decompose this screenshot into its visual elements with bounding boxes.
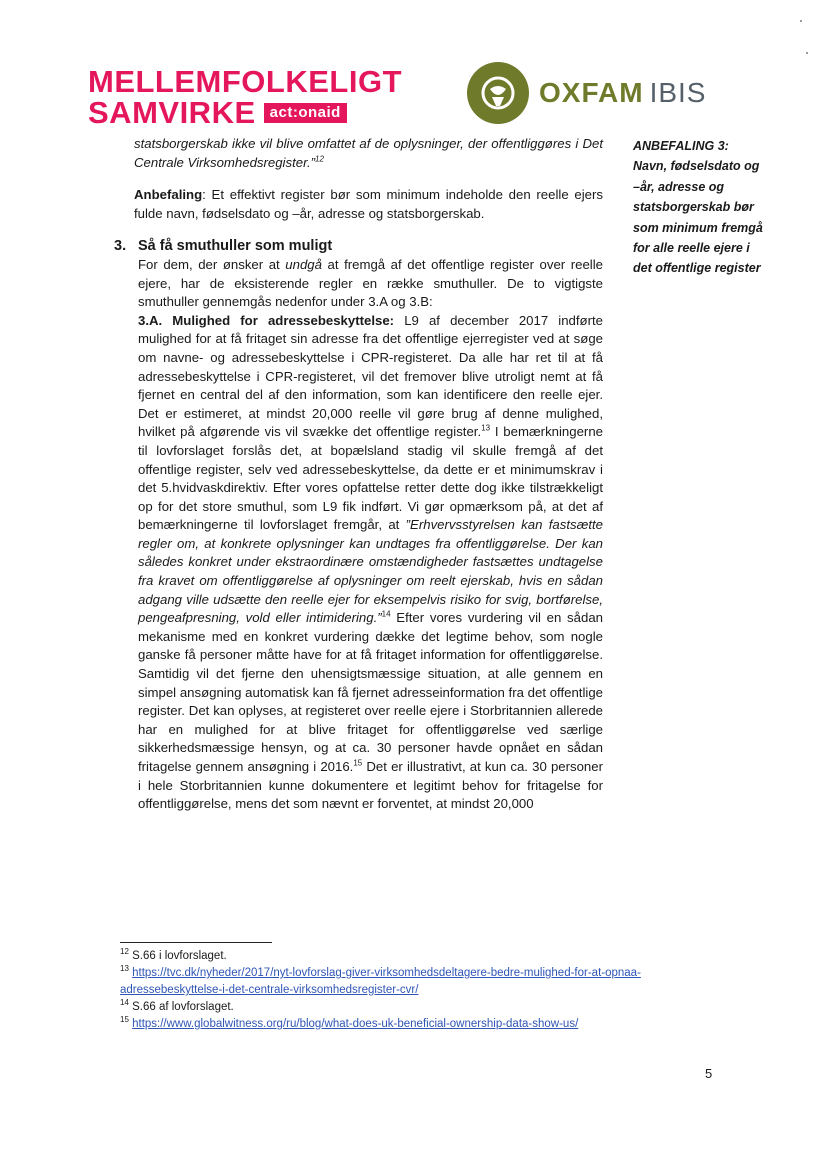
logo-ms-line2: SAMVIRKE: [88, 95, 256, 130]
sidebar-recommendation: [633, 136, 783, 279]
footnote-12: [120, 948, 680, 965]
actionaid-badge: act:onaid: [264, 103, 347, 123]
recommendation-paragraph: [120, 186, 603, 223]
sidebar-line: –år, adresse og: [633, 179, 725, 194]
section-heading: [114, 237, 603, 256]
scan-mark: [806, 52, 808, 54]
footnote-ref-14: 14: [381, 609, 391, 619]
footnotes: [120, 948, 680, 1033]
recommendation-text: : Et effektivt register bør som minimum indeholde den reelle ejers fulde navn, fødselsdato og –år, adresse og statsborgerskab.: [134, 187, 603, 221]
footnote-text: S.66 i lovforslaget.: [132, 950, 227, 962]
footnote-divider: [120, 942, 272, 943]
footnote-number: 12: [120, 947, 129, 957]
ibis-text: IBIS: [649, 77, 707, 108]
oxfam-text: OXFAM: [539, 77, 644, 108]
footnote-number: 15: [120, 1015, 129, 1025]
footnote-14: [120, 999, 680, 1016]
oxfam-wordmark: [539, 77, 706, 109]
oxfam-person-icon: [467, 62, 529, 124]
sidebar-line: som minimum fremgå: [633, 220, 763, 235]
oxfam-ibis-logo: [467, 62, 706, 124]
section-3a-paragraph: [138, 312, 603, 814]
page-number: 5: [705, 1066, 713, 1081]
section-number: 3.: [114, 238, 127, 255]
footnote-link[interactable]: https://tvc.dk/nyheder/2017/nyt-lovforslag-giver-virksomhedsdeltagere-bedre-mulighed-for-at-opnaa-: [132, 967, 641, 979]
footnote-number: 14: [120, 998, 129, 1008]
sidebar-line: for alle reelle ejere i: [633, 241, 750, 256]
s3a-quote-italic: ”Erhvervsstyrelsen kan fastsætte regler om, at konkrete oplysninger kan undtages fra offentliggørelse. Der kan således konkret under ekstraordinære omstændigheder fastsættes undtagelse fra kravet om offentliggørelse af oplysninger om reelt ejerskab, hvis en sådan adgang ville udsætte den reelle ejer for eksempelvis risiko for svig, bortførelse, pengeafpresning, vold eller intimidering.”: [138, 517, 603, 626]
sidebar-line: statsborgerskab bør: [633, 200, 754, 215]
subsection-3a-label: 3.A. Mulighed for adressebeskyttelse:: [138, 312, 395, 328]
s3a-text-a: L9 af december 2017 indførte mulighed for at få fritaget sin adresse fra det offentlige ejerregister ved at søge om navne- og adressebeskyttelse i CPR-registeret. Da alle har ret til at få adressebeskyttelse i CPR-registeret, vil det fremover blive utroligt nemt at få fjernet en central del af den information, som kan identificere den reelle ejer. Det er estimeret, at mindst 20,000 reelle vil gøre brug af denne mulighed, hvilket på afgørende vis vil svække det offentlige register.: [138, 312, 603, 440]
sidebar-line: ANBEFALING 3:: [633, 139, 729, 153]
footnote-text: S.66 af lovforslaget.: [132, 1001, 234, 1013]
s3a-text-c: Efter vores vurdering vil en sådan mekanisme med en konkret vurdering dække det legtime behov, som nogle ganske få personer måtte have for at få fritaget information for offentliggørelse. Samtidig vil det fjerne den uhensigtsmæssige situation, at alle gennem en simpel ansøgning automatisk kan få fjernet adresseinformation fra det offentlige register. Det kan oplyses, at registeret over reelle ejere i Storbritannien allerede har en mulighed for at blive fritaget for offentliggørelse ved særlige sikkerhedsmæssige hensyn, og at ca. 30 personer havde opnået en sådan fritagelse gennem ansøgning i 2016.: [138, 610, 603, 774]
footnote-number: 13: [120, 964, 129, 974]
section-title: Så få smuthuller som muligt: [138, 238, 333, 255]
logo-ms-line1: MELLEMFOLKELIGT: [88, 64, 403, 99]
main-text-column: [114, 135, 603, 814]
s3a-text-d: Det er illustrativt, at kun ca. 30 personer i hele Storbritannien kunne dokumentere et legitimt behov for fritagelse for offentliggørelse, mens det som nævnt er forventet, at mindst 20,000: [138, 759, 603, 812]
recommendation-label: Anbefaling: [134, 187, 203, 203]
s3a-text-b: I bemærkningerne til lovforslaget forslås det, at bopælsland stadig vil skulle fremgå af det offentlige register, selv ved adressebeskyttelse, da dette er et minimumskrav i det 5.hvidvaskdirektiv. Efter vores opfattelse retter dette dog ikke tilstrækkeligt op for det store smuthul, som L9 fik indført. Vi gør opmærksom på, at det af bemærkningerne til lovforslaget fremgår, at: [138, 424, 603, 533]
intro-text-a: For dem, der ønsker at: [138, 256, 286, 272]
logo-ms-row2: [88, 97, 378, 128]
quote-text: statsborgerskab ikke vil blive omfattet af de oplysninger, der offentliggøres i Det Centrale Virksomhedsregister.”: [134, 136, 603, 170]
footnote-link[interactable]: adressebeskyttelse-i-det-centrale-virksomhedsregister-cvr/: [120, 984, 419, 996]
footnote-15: [120, 1016, 680, 1033]
intro-text-b: at fremgå af det offentlige register over reelle ejere, har de eksisterende regler en række smuthuller. De to vigtigste smuthuller gennemgås nedenfor under 3.A og 3.B:: [138, 256, 603, 310]
footnote-link[interactable]: https://www.globalwitness.org/ru/blog/what-does-uk-beneficial-ownership-data-show-us/: [132, 1018, 579, 1030]
footnote-ref-12: 12: [315, 154, 324, 164]
scan-mark: [800, 20, 802, 22]
sidebar-line: Navn, fødselsdato og: [633, 159, 760, 174]
section-body: [120, 256, 603, 814]
sidebar-line: det offentlige register: [633, 261, 761, 276]
intro-italic: undgå: [285, 256, 322, 272]
footnote-ref-13: 13: [481, 423, 491, 433]
footnote-13: [120, 965, 680, 999]
mellemfolkeligt-samvirke-logo: [88, 64, 403, 130]
footnote-ref-15: 15: [353, 758, 363, 768]
quote-paragraph: [120, 135, 603, 172]
section-intro-paragraph: [138, 256, 603, 312]
